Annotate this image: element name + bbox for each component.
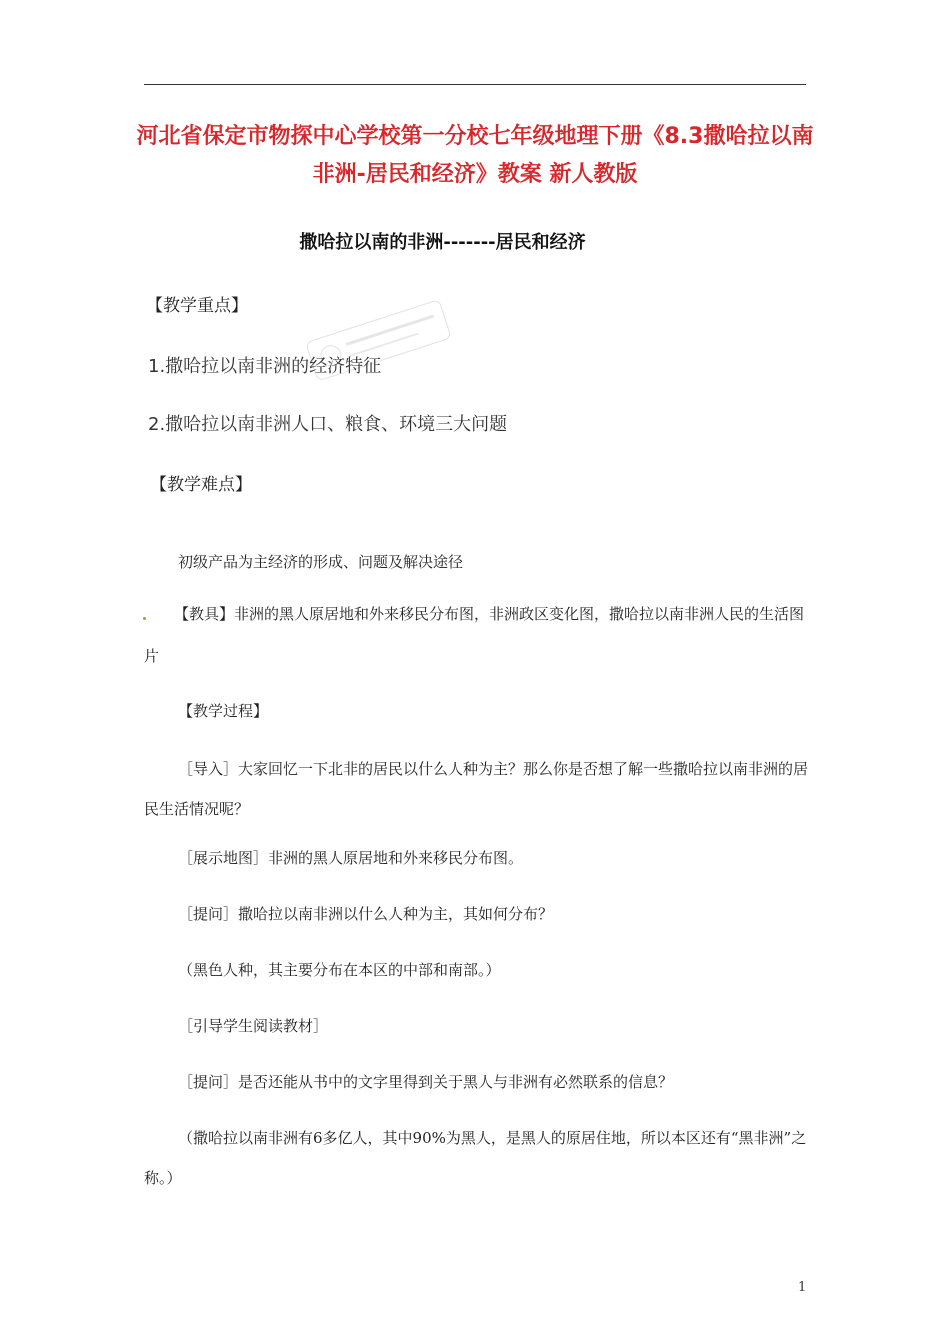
focus-item-2: 2.撒哈拉以南非洲人口、粮食、环境三大问题	[148, 414, 508, 435]
process-paragraph-map: ［展示地图］非洲的黑人原居地和外来移民分布图。	[178, 849, 524, 867]
process-heading: 【教学过程】	[178, 702, 269, 720]
tools-paragraph: 【教具】非洲的黑人原居地和外来移民分布图，非洲政区变化图，撒哈拉以南非洲人民的生活图片	[144, 605, 805, 665]
process-paragraph-guide: ［引导学生阅读教材］	[178, 1017, 329, 1035]
lesson-subtitle: 撒哈拉以南的非洲-------居民和经济	[299, 232, 586, 253]
process-paragraph-intro: ［导入］大家回忆一下北非的居民以什么人种为主？那么你是否想了解一些撒哈拉以南非洲的居民生活情况呢？	[144, 760, 809, 818]
process-paragraph-question-1: ［提问］撒哈拉以南非洲以什么人种为主，其如何分布？	[178, 905, 554, 923]
page-number: 1	[798, 1280, 807, 1295]
focus-item-1: 1.撒哈拉以南非洲的经济特征	[148, 356, 382, 377]
process-paragraph-answer-1: （黑色人种，其主要分布在本区的中部和南部。）	[178, 961, 501, 979]
process-paragraph-question-2: ［提问］是否还能从书中的文字里得到关于黑人与非洲有必然联系的信息？	[178, 1073, 674, 1091]
focus-heading: 【教学重点】	[146, 296, 248, 316]
watermark-logo-icon	[290, 277, 470, 412]
document-title: 河北省保定市物探中心学校第一分校七年级地理下册《8.3撒哈拉以南非洲-居民和经济》教案 新人教版	[136, 124, 814, 187]
difficulty-heading: 【教学难点】	[150, 475, 252, 495]
top-horizontal-rule	[144, 84, 806, 85]
process-paragraph-answer-2: （撒哈拉以南非洲有6多亿人，其中90%为黑人，是黑人的原居住地，所以本区还有“黑非洲”之称。）	[144, 1129, 807, 1187]
difficulty-text: 初级产品为主经济的形成、问题及解决途径	[178, 553, 464, 571]
